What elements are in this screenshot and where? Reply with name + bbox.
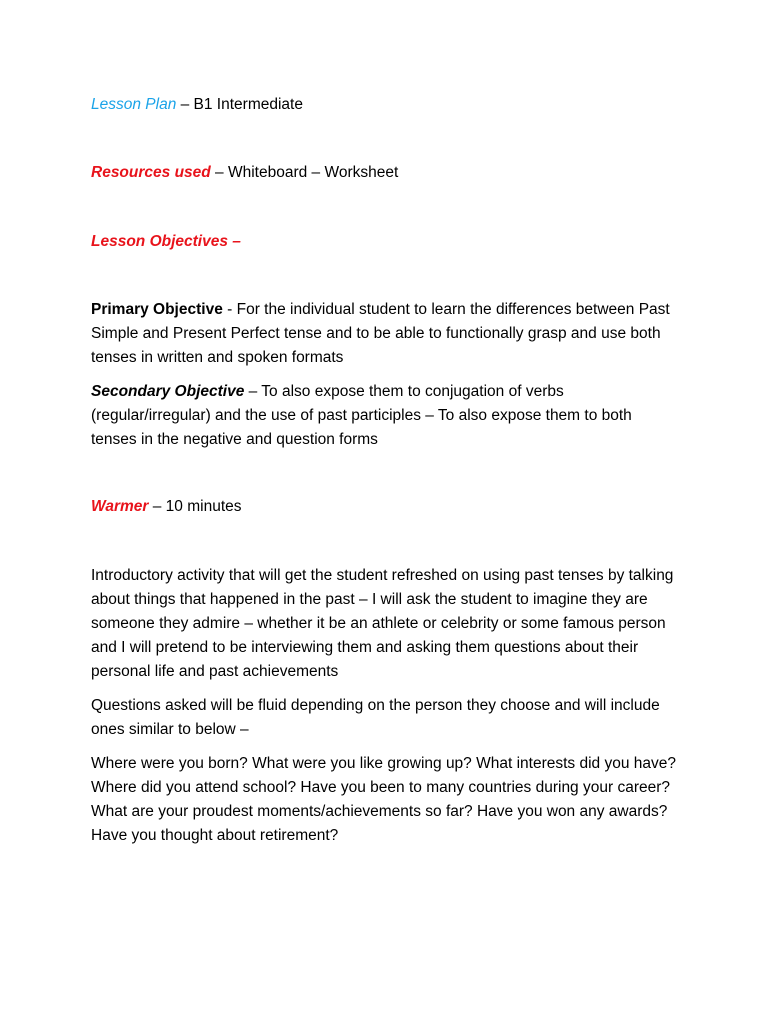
resources-label: Resources used — [91, 164, 211, 181]
warmer-paragraph-intro: Introductory activity that will get the student refreshed on using past tenses by talking about things that happened in the past – I will ask the student to imagine they are someone they admire – whether it be an athlete or celebrity or some famous person and I will pretend to be interviewing them and asking them questions about their personal life and past achievements — [91, 567, 674, 680]
lesson-plan-level: – B1 Intermediate — [176, 96, 303, 113]
resources-text: – Whiteboard – Worksheet — [210, 164, 399, 181]
objectives-heading: Lesson Objectives – — [91, 233, 241, 250]
primary-objective-paragraph — [91, 298, 681, 370]
warmer-paragraph-question-list: Where were you born? What were you like growing up? What interests did you have? Where did you attend school? Have you been to many countries during your career? What are your proudest moments/achievements so far? Have you won any awards? Have you thought about retirement? — [91, 755, 676, 844]
warmer-label: Warmer — [91, 498, 149, 515]
lesson-plan-line — [91, 93, 691, 117]
primary-objective-text: - For the individual student to learn the differences between Past Simple and Present Perfect tense and to be able to functionally grasp and use both tenses in written and spoken formats — [91, 301, 670, 366]
secondary-objective-label: Secondary Objective — [91, 383, 245, 400]
warmer-line — [91, 495, 691, 519]
secondary-objective-text: – To also expose them to conjugation of verbs (regular/irregular) and the use of past participles – To also expose them to both tenses in the negative and question forms — [91, 383, 632, 448]
objectives-heading-line — [91, 230, 691, 254]
lesson-plan-label: Lesson Plan — [91, 96, 177, 113]
warmer-paragraph-questions-intro: Questions asked will be fluid depending on the person they choose and will include ones similar to below – — [91, 697, 660, 738]
resources-line — [91, 161, 691, 185]
secondary-objective-paragraph — [91, 380, 681, 452]
warmer-duration: – 10 minutes — [148, 498, 242, 515]
primary-objective-label: Primary Objective — [91, 301, 223, 318]
